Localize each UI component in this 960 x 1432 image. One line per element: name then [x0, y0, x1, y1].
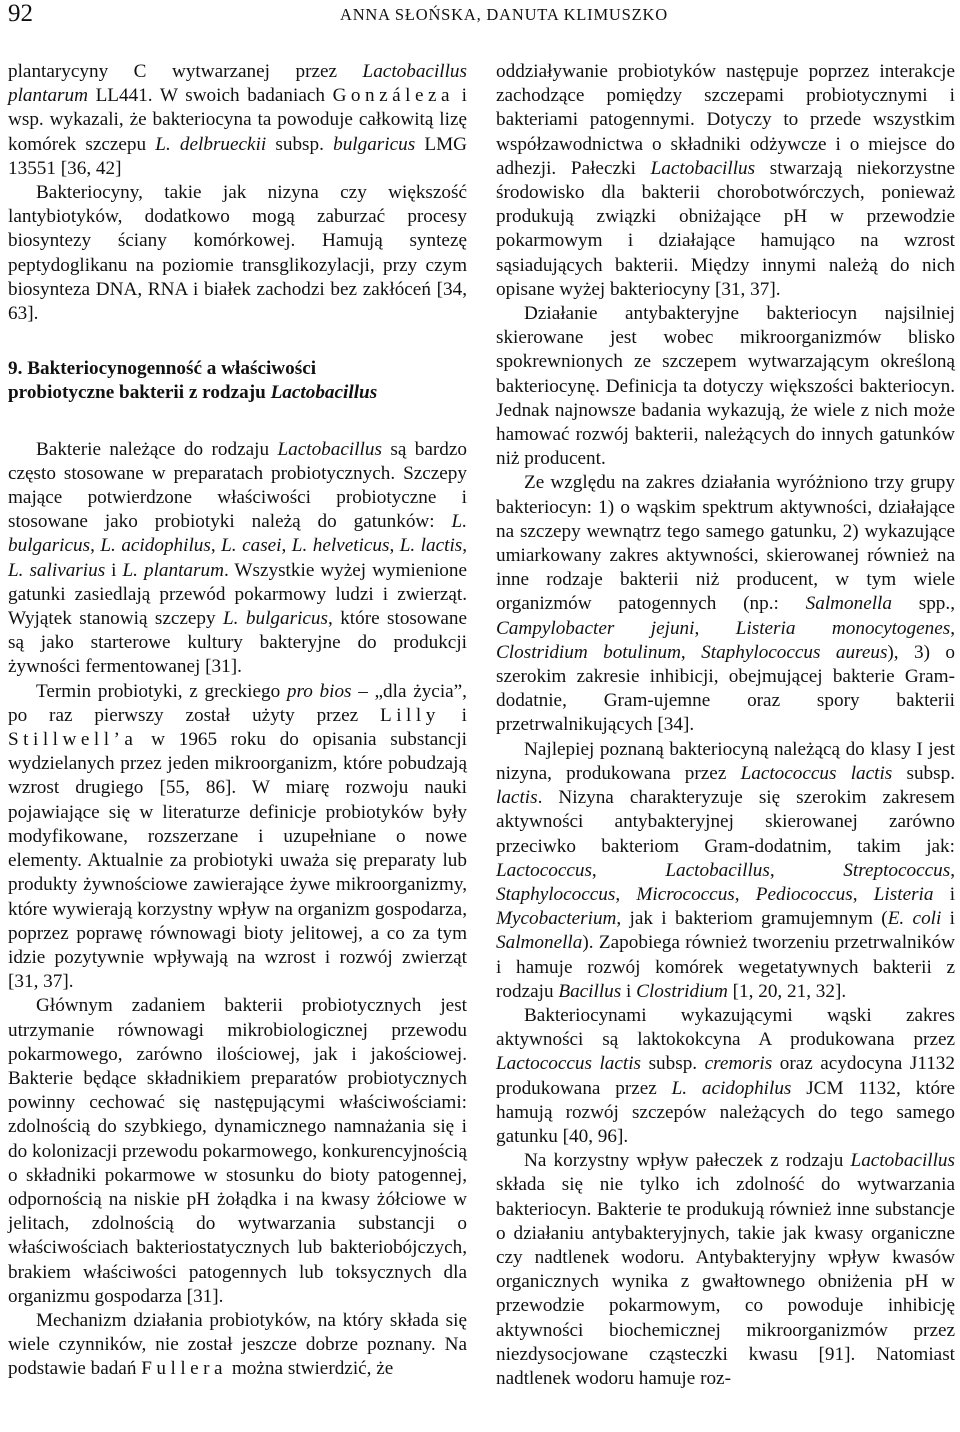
paragraph: Termin probiotyki, z greckiego pro bios – „dla życia”, po raz pierwszy został użyty przez Lilly i Stillwell’a w 1965 roku do opisania substancji wydzielanych przez jeden mikroorganizm, które pobudzają wzrost drugiego [55, 86]. W miarę rozwoju nauki pojawiające się w literaturze definicje probiotyków były modyfikowane, rozszerzane i uzupełniane o nowe elementy. Aktualnie za probiotyki uważa się preparaty lub produkty żywnościowe zawierające żywe mikroorganizmy, które wywierają korzystny wpływ na organizm gospodarza, poprzez poprawę równowagi bioty jelitowej, a co za tym idzie pozytywnie wpływają na wzrost i rozwój zwierząt [31, 37].	[8, 680, 467, 993]
paragraph: Najlepiej poznaną bakteriocyną należącą do klasy I jest nizyna, produkowana przez Lactococcus lactis subsp. lactis. Nizyna charakteryzuje się szerokim zakresem aktywności antybakteryjnej skierowanej zarówno przeciwko bakteriom Gram-dodatnim, takim jak: Lactococcus, Lactobacillus, Streptococcus, Staphylococcus, Micrococcus, Pediococcus, Listeria i Mycobacterium, jak i bakteriom gramujemnym (E. coli i Salmonella). Zapobiega również tworzeniu przetrwalników i hamuje rozwój komórek wegetatywnych bakterii z rodzaju Bacillus i Clostridium [1, 20, 21, 32].	[496, 738, 956, 1002]
section-number: 9.	[8, 358, 23, 380]
paragraph: plantarycyny C wytwarzanej przez Lactobacillus plantarum LL441. W swoich badaniach Gonzáleza i wsp. wykazali, że bakteriocyna ta powoduje całkowitą lizę komórek szczepu L. delbrueckii subsp. bulgaricus LMG 13551 [36, 42]	[8, 61, 467, 179]
paragraph: Ze względu na zakres działania wyróżniono trzy grupy bakteriocyn: 1) o wąskim spektrum aktywności, działające na szczepy wewnątrz tego samego gatunku, 2) wykazujące umiarkowany zakres aktywności, skierowanej również na inne rodzaje bakterii niż producent, w tym wiele organizmów patogennych (np.: Salmonella spp., Campylobacter jejuni, Listeria monocytogenes, Clostridium botulinum, Staphylococcus aureus), 3) o szerokim zakresie inhibicji, obejmującej bakterie Gram-dodatnie, Gram-ujemne oraz spory bakterii przetrwalnikujących [34].	[496, 472, 956, 736]
section-title-prefix: probiotyczne bakterii z rodzaju	[8, 382, 271, 404]
section-heading	[8, 357, 467, 405]
page-number: 92	[8, 0, 33, 27]
paragraph: Bakteriocynami wykazującymi wąski zakres aktywności są laktokokcyna A produkowana przez Lactococcus lactis subsp. cremoris oraz acydocyna J1132 produkowana przez L. acidophilus JCM 1132, które hamują rozwój szczepów należących do tego samego gatunku [40, 96].	[496, 1004, 955, 1147]
paragraph: Głównym zadaniem bakterii probiotycznych jest utrzymanie równowagi mikrobiologicznej przewodu pokarmowego, zarówno ilościowej, jak i jakościowej. Bakterie będące składnikiem preparatów probiotycznych powinny cechować się następującymi właściwościami: zdolnością do szybkiego, dynamicznego namnażania się i do kolonizacji przewodu pokarmowego, konkurencyjnością o składniki pokarmowe w stosunku do bioty patogennej, odpornością na niskie pH żołądka i na kwasy żółciowe w jelitach, zdolnością do wytwarzania substancji o właściwościach bakteriostatycznych lub bakteriobójczych, brakiem właściwości patogennych lub toksycznych dla organizmu gospodarza [31].	[8, 995, 467, 1307]
left-column	[8, 60, 467, 1382]
section-title-line-2	[8, 381, 467, 405]
header-authors: ANNA SŁOŃSKA, DANUTA KLIMUSZKO	[340, 5, 668, 24]
paragraph: Bakteriocyny, takie jak nizyna czy większość lantybiotyków, dodatkowo mogą zaburzać procesy biosyntezy ściany komórkowej. Hamują syntezę peptydoglikanu na poziomie transglikozylacji, przy czym biosynteza DNA, RNA i białek zachodzi bez zakłóceń [34, 63].	[8, 182, 467, 325]
paragraph: Działanie antybakteryjne bakteriocyn najsilniej skierowane jest wobec mikroorganizmów blisko spokrewnionych ze szczepem wytwarzającym określoną bakteriocynę. Definicja ta dotyczy większości bakteriocyn. Jednak najnowsze badania wykazują, że wiele z nich może hamować rozwój bakterii, należących do innych gatunków niż producent.	[496, 303, 955, 470]
paragraph: Na korzystny wpływ pałeczek z rodzaju Lactobacillus składa się nie tylko ich zdolność do wytwarzania bakteriocyn. Bakterie te produkują również inne substancje o działaniu antybakteryjnych, takie jak kwasy organiczne czy nadtlenek wodoru. Antybakteryjny wpływ kwasów organicznych wynika z gwałtownego obniżenia pH w przewodzie pokarmowym, co powoduje inhibicję aktywności biochemicznej mikroorganizmów przez niezdysocjowane cząsteczki kwasu [91]. Natomiast nadtlenek wodoru hamuje roz-	[496, 1150, 955, 1389]
right-column	[496, 60, 955, 1391]
running-header	[0, 0, 960, 40]
section-title-genus: Lactobacillus	[270, 382, 378, 404]
paragraph: Mechanizm działania probiotyków, na który składa się wiele czynników, nie został jeszcze dobrze poznany. Na podstawie badań Fullera można stwierdzić, że	[8, 1309, 467, 1380]
section-title-line-1: Bakteriocynogenność a właściwości	[27, 358, 317, 380]
paragraph: Bakterie należące do rodzaju Lactobacillus są bardzo często stosowane w preparatach probiotycznych. Szczepy mające potwierdzone właściwości probiotyczne i stosowane jako probiotyki należą do gatunków: L. bulgaricus, L. acidophilus, L. casei, L. helveticus, L. lactis, L. salivarius i L. plantarum. Wszystkie wyżej wymienione gatunki zasiedlają przewód pokarmowy ludzi i zwierząt. Wyjątek stanowią szczepy L. bulgaricus, które stosowane są jako starterowe kultury bakteryjne do produkcji żywności fermentowanej [31].	[8, 438, 468, 678]
paragraph: oddziaływanie probiotyków następuje poprzez interakcje zachodzące pomiędzy szczepami probiotycznymi i bakteriami patogennymi. Dotyczy to przede wszystkim współzawodnictwa o składniki odżywcze i o miejsce do adhezji. Pałeczki Lactobacillus stwarzają niekorzystne środowisko dla bakterii chorobotwórczych, ponieważ produkują związki obniżające pH w przewodzie pokarmowym i działające hamująco na wzrost sąsiadujących bakterii. Między innymi należą do nich opisane wyżej bakteriocyny [31, 37].	[496, 61, 955, 300]
